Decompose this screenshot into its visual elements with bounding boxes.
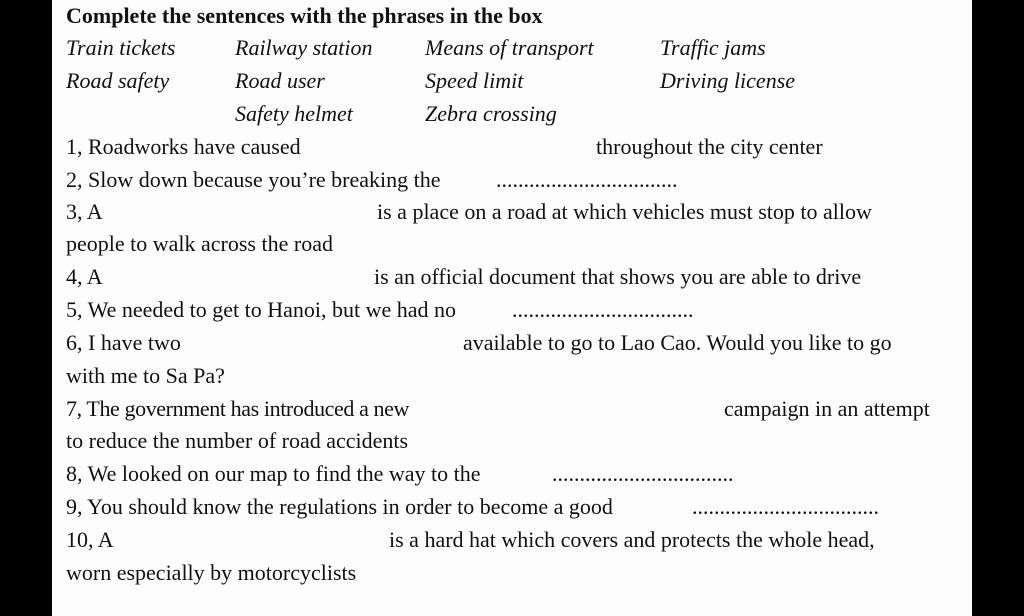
sentence-3-end: is a place on a road at which vehicles must stop to allow: [377, 199, 872, 224]
sentence-1-end: throughout the city center: [596, 134, 823, 159]
worksheet-page: [52, 0, 972, 616]
sentence-5-start: 5, We needed to get to Hanoi, but we had no: [66, 297, 457, 322]
phrase-train-tickets: Train tickets: [66, 35, 176, 60]
worksheet-title: Complete the sentences with the phrases in the box: [66, 3, 543, 28]
phrase-safety-helmet: Safety helmet: [235, 101, 353, 126]
sentence-7-end: campaign in an attempt: [724, 396, 930, 421]
sentence-7-continued: to reduce the number of road accidents: [66, 428, 409, 453]
sentence-6-continued: with me to Sa Pa?: [66, 363, 225, 388]
sentence-10-start: 10, A: [66, 527, 114, 552]
phrase-driving-license: Driving license: [660, 68, 796, 93]
phrase-zebra-crossing: Zebra crossing: [425, 101, 557, 126]
sentence-6-start: 6, I have two: [66, 330, 181, 355]
sentence-6-end: available to go to Lao Cao. Would you like to go: [463, 330, 892, 355]
phrase-traffic-jams: Traffic jams: [660, 35, 766, 60]
phrase-road-user: Road user: [235, 68, 325, 93]
sentence-3-start: 3, A: [66, 199, 103, 224]
sentence-2-start: 2, Slow down because you’re breaking the: [66, 167, 441, 192]
sentence-5-blank: .................................: [512, 297, 694, 322]
sentence-1-start: 1, Roadworks have caused: [66, 134, 301, 159]
sentence-4-end: is an official document that shows you are able to drive: [374, 264, 862, 289]
sentence-9-blank: ..................................: [692, 494, 879, 519]
sentence-9-start: 9, You should know the regulations in order to become a good: [66, 494, 613, 519]
sentence-4-start: 4, A: [66, 264, 103, 289]
phrase-means-of-transport: Means of transport: [425, 35, 594, 60]
sentence-2-blank: .................................: [496, 167, 678, 192]
sentence-8-start: 8, We looked on our map to find the way to the: [66, 461, 481, 486]
sentence-3-continued: people to walk across the road: [66, 231, 333, 256]
sentence-8-blank: .................................: [552, 461, 734, 486]
sentence-10-end: is a hard hat which covers and protects the whole head,: [389, 527, 875, 552]
phrase-railway-station: Railway station: [235, 35, 373, 60]
phrase-road-safety: Road safety: [66, 68, 170, 93]
phrase-speed-limit: Speed limit: [425, 68, 524, 93]
sentence-10-continued: worn especially by motorcyclists: [66, 560, 357, 585]
sentence-7-start: 7, The government has introduced a new: [66, 396, 410, 421]
